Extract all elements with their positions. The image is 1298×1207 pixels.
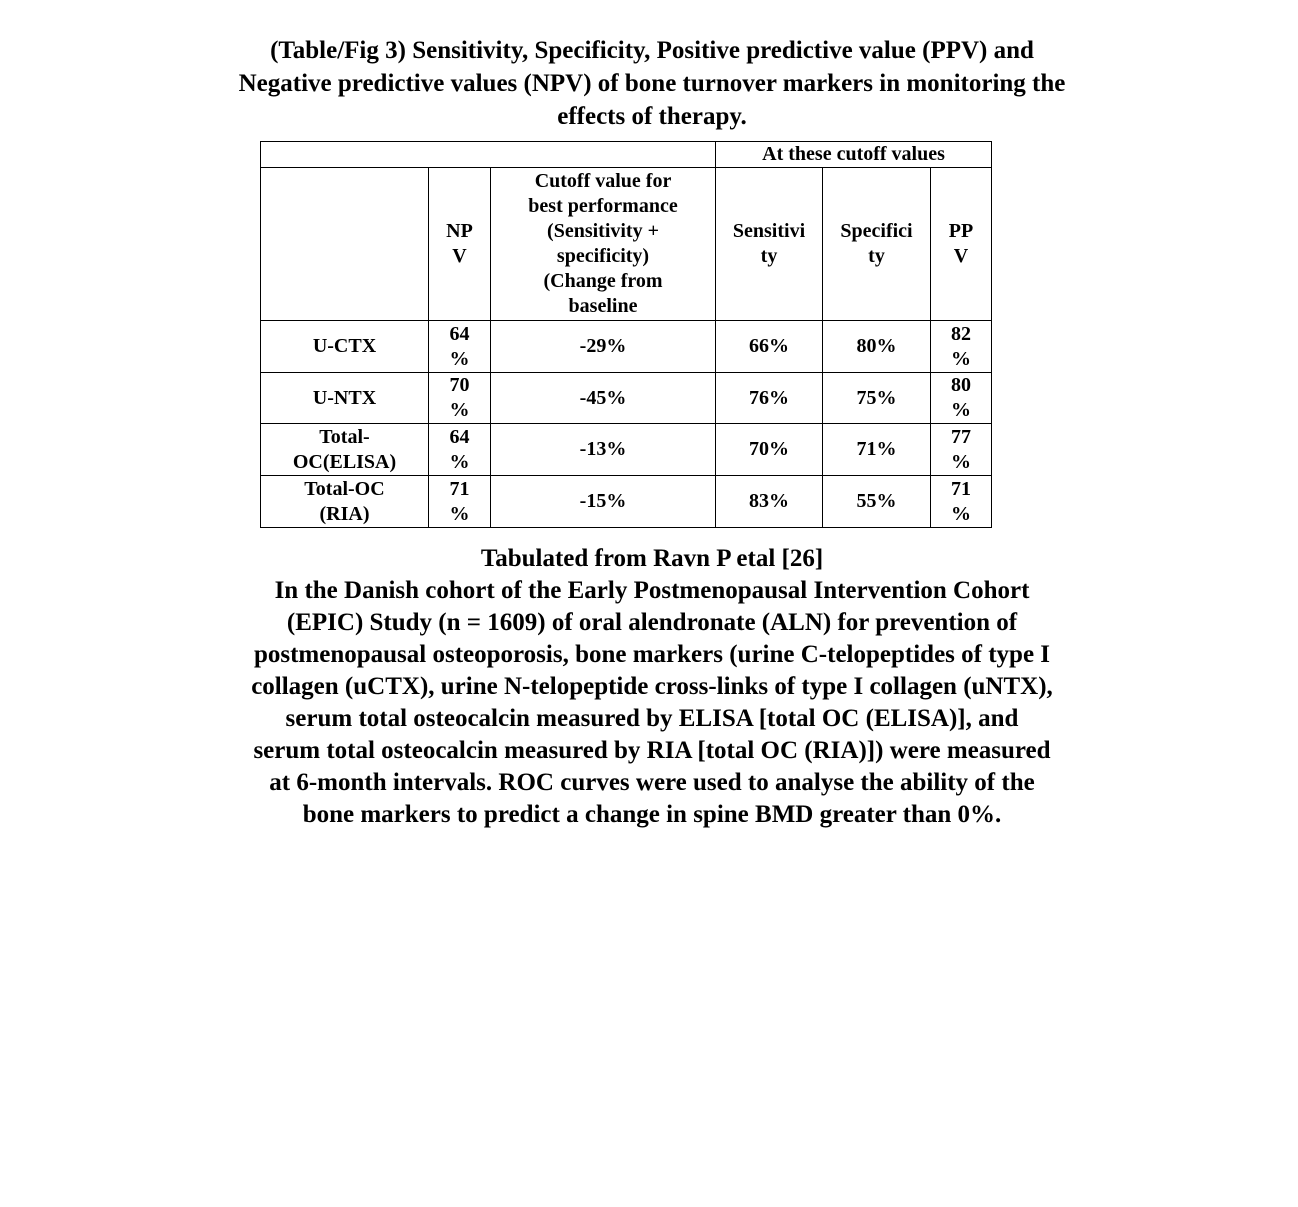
marker-cell: Total- OC(ELISA) <box>261 424 429 476</box>
sensitivity-cell: 66% <box>716 321 823 373</box>
ppv-cell: 82 % <box>931 321 992 373</box>
caption-source: Tabulated from Ravn P etal [26] <box>480 545 824 572</box>
caption-line: In the Danish cohort of the Early Postmenopausal Intervention Cohort <box>274 577 1030 604</box>
cutoff-cell: -29% <box>491 321 716 373</box>
markers-table <box>260 141 992 528</box>
caption-line: serum total osteocalcin measured by ELISA [total OC (ELISA)], and <box>285 705 1019 732</box>
specificity-cell: 80% <box>823 321 931 373</box>
title-line: effects of therapy. <box>557 103 747 130</box>
caption <box>120 543 1184 831</box>
caption-line: postmenopausal osteoporosis, bone markers (urine C-telopeptides of type I <box>253 641 1051 668</box>
marker-cell: U-CTX <box>261 321 429 373</box>
specificity-header: Specifici ty <box>823 168 931 321</box>
title-line: Negative predictive values (NPV) of bone turnover markers in monitoring the <box>238 70 1066 97</box>
sensitivity-cell: 76% <box>716 373 823 424</box>
npv-cell: 71 % <box>429 476 491 528</box>
caption-line: at 6-month intervals. ROC curves were used to analyse the ability of the <box>269 769 1035 796</box>
ppv-header: PP V <box>931 168 992 321</box>
page-title <box>120 34 1184 133</box>
table-row <box>261 424 992 476</box>
marker-header-cell <box>261 168 429 321</box>
specificity-cell: 55% <box>823 476 931 528</box>
cutoff-group-header: At these cutoff values <box>716 142 992 168</box>
cutoff-cell: -45% <box>491 373 716 424</box>
caption-line: serum total osteocalcin measured by RIA [total OC (RIA)]) were measured <box>253 737 1051 764</box>
npv-cell: 70 % <box>429 373 491 424</box>
table-row <box>261 321 992 373</box>
group-header-row <box>261 142 992 168</box>
caption-line: collagen (uCTX), urine N-telopeptide cross-links of type I collagen (uNTX), <box>251 673 1053 700</box>
column-header-row <box>261 168 992 321</box>
ppv-cell: 77 % <box>931 424 992 476</box>
cutoff-header: Cutoff value for best performance (Sensitivity + specificity) (Change from baseline <box>491 168 716 321</box>
marker-cell: U-NTX <box>261 373 429 424</box>
caption-line: (EPIC) Study (n = 1609) of oral alendronate (ALN) for prevention of <box>286 609 1018 636</box>
npv-header: NP V <box>429 168 491 321</box>
table-row <box>261 373 992 424</box>
cutoff-cell: -13% <box>491 424 716 476</box>
npv-cell: 64 % <box>429 321 491 373</box>
specificity-cell: 75% <box>823 373 931 424</box>
ppv-cell: 80 % <box>931 373 992 424</box>
marker-cell: Total-OC (RIA) <box>261 476 429 528</box>
specificity-cell: 71% <box>823 424 931 476</box>
sensitivity-header: Sensitivi ty <box>716 168 823 321</box>
ppv-cell: 71 % <box>931 476 992 528</box>
sensitivity-cell: 83% <box>716 476 823 528</box>
blank-header-cell <box>261 142 716 168</box>
cutoff-cell: -15% <box>491 476 716 528</box>
caption-line: bone markers to predict a change in spine BMD greater than 0%. <box>302 801 1002 828</box>
title-line: (Table/Fig 3) Sensitivity, Specificity, Positive predictive value (PPV) and <box>270 37 1034 64</box>
npv-cell: 64 % <box>429 424 491 476</box>
table-row <box>261 476 992 528</box>
sensitivity-cell: 70% <box>716 424 823 476</box>
